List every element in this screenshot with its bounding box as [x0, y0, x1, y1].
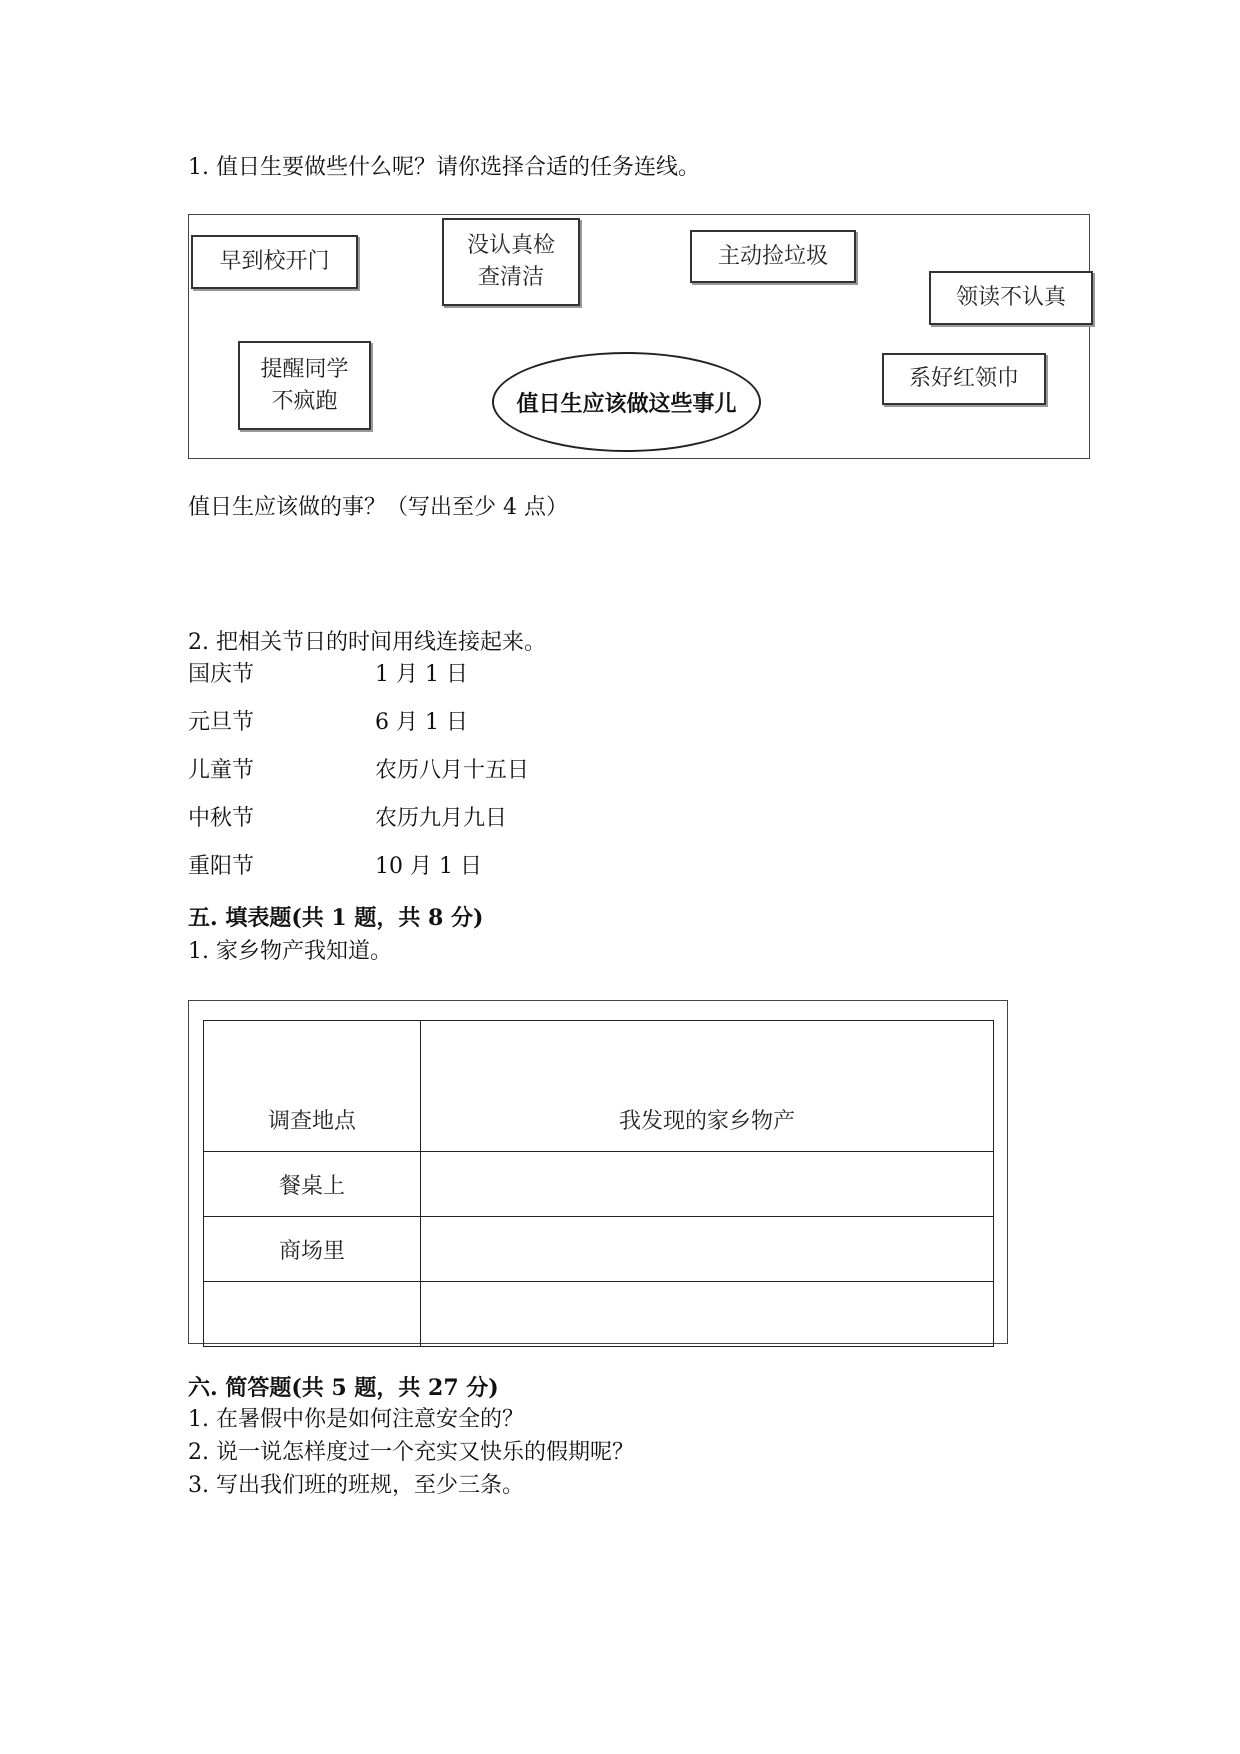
festival-date: 农历九月九日	[375, 806, 508, 831]
task-box-remind: 提醒同学 不疯跑	[238, 341, 371, 430]
table-row	[204, 1152, 994, 1217]
festival-date: 农历八月十五日	[375, 758, 530, 783]
row-place: 商场里	[204, 1217, 421, 1282]
task-box-read-careless: 领读不认真	[929, 271, 1093, 325]
row-answer-cell[interactable]	[421, 1282, 994, 1347]
festival-date: 1 月 1 日	[375, 662, 468, 687]
header-place: 调查地点	[204, 1021, 421, 1152]
festival-name: 元旦节	[188, 710, 255, 735]
table-row	[204, 1217, 994, 1282]
section6-heading: 六. 简答题(共 5 题，共 27 分)	[188, 1375, 499, 1401]
row-answer-cell[interactable]	[421, 1152, 994, 1217]
task-box-scarf: 系好红领巾	[882, 353, 1046, 405]
header-products: 我发现的家乡物产	[421, 1021, 994, 1152]
festival-name: 国庆节	[188, 662, 255, 687]
section5-heading: 五. 填表题(共 1 题，共 8 分)	[188, 905, 484, 931]
festival-name: 中秋节	[188, 806, 255, 831]
festival-name: 儿童节	[188, 758, 255, 783]
task-box-pick-trash: 主动捡垃圾	[690, 230, 856, 283]
section6-question: 2. 说一说怎样度过一个充实又快乐的假期呢？	[188, 1440, 634, 1465]
products-table-frame	[188, 1000, 1008, 1344]
section6-question: 1. 在暑假中你是如何注意安全的？	[188, 1407, 524, 1432]
section6-question: 3. 写出我们班的班规，至少三条。	[188, 1473, 524, 1498]
section5-q1: 1. 家乡物产我知道。	[188, 939, 392, 964]
task-box-early-open: 早到校开门	[191, 235, 358, 289]
q1-prompt: 1. 值日生要做些什么呢？请你选择合适的任务连线。	[188, 155, 700, 180]
task-box-not-check: 没认真检 查清洁	[442, 218, 580, 306]
row-answer-cell[interactable]	[421, 1217, 994, 1282]
festival-name: 重阳节	[188, 854, 255, 879]
products-table	[203, 1020, 994, 1347]
center-ellipse: 值日生应该做这些事儿	[492, 352, 761, 452]
task-diagram	[188, 214, 1090, 459]
q1-followup: 值日生应该做的事？（写出至少 4 点）	[188, 495, 568, 520]
festival-date: 10 月 1 日	[375, 854, 482, 879]
row-place: 餐桌上	[204, 1152, 421, 1217]
table-row	[204, 1282, 994, 1347]
festival-date: 6 月 1 日	[375, 710, 468, 735]
row-place[interactable]	[204, 1282, 421, 1347]
q2-prompt: 2. 把相关节日的时间用线连接起来。	[188, 630, 546, 655]
table-header-row	[204, 1021, 994, 1152]
